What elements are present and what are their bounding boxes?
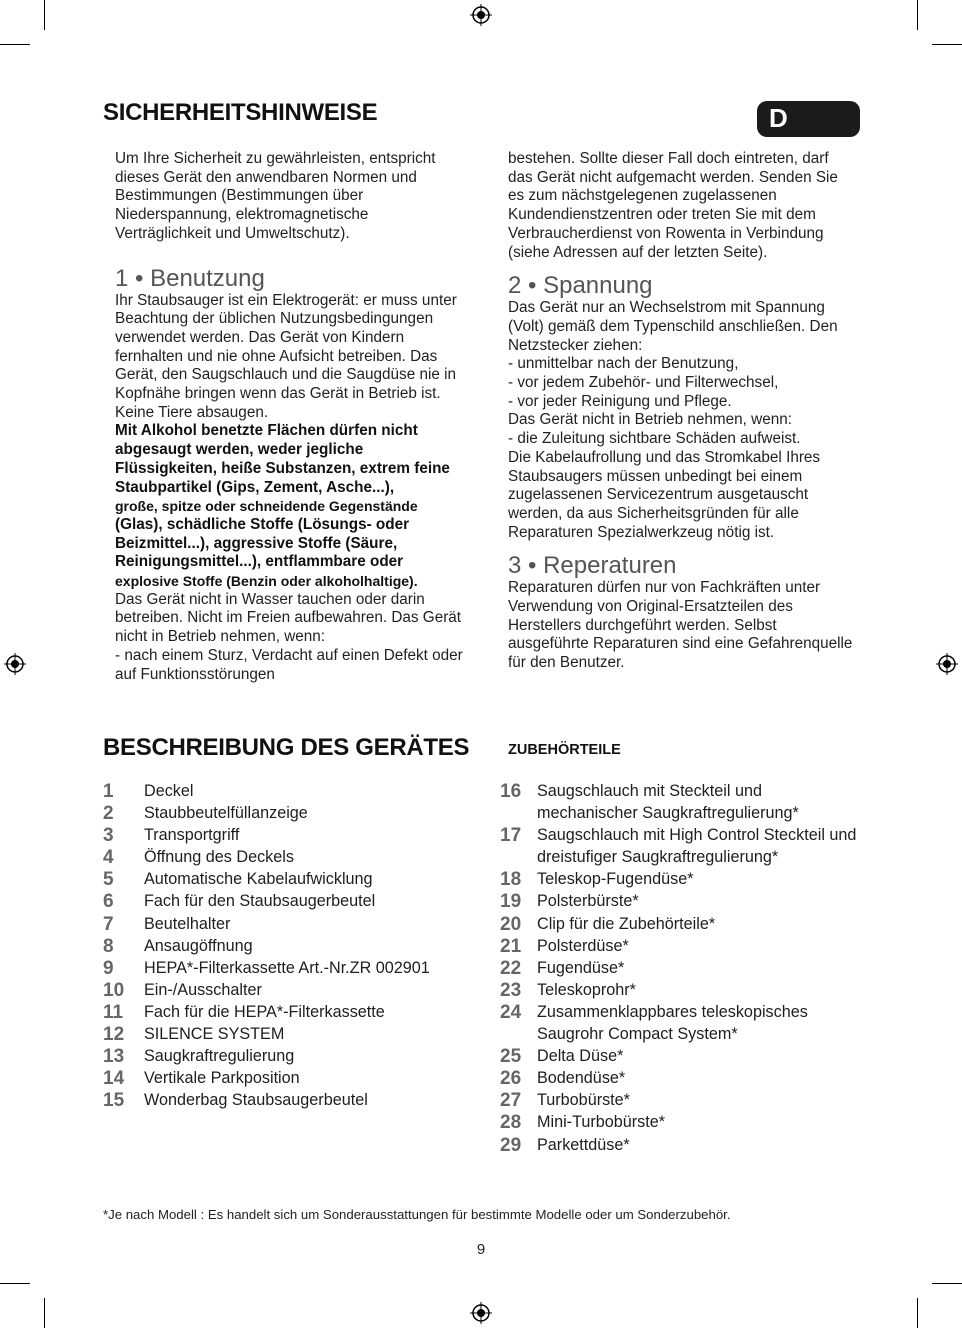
item-label: Wonderbag Staubsaugerbeutel <box>144 1091 368 1110</box>
list-item <box>500 780 862 824</box>
list-item <box>500 1067 862 1089</box>
item-number: 12 <box>103 1024 125 1046</box>
item-label: Teleskoprohr* <box>537 980 636 999</box>
item-number: 4 <box>103 847 114 869</box>
list-item <box>103 1045 483 1067</box>
item-number: 25 <box>500 1046 522 1068</box>
warning-text: explosive Stoffe (Benzin oder alkoholhaltige). <box>115 573 418 590</box>
item-number: 18 <box>500 869 522 891</box>
item-number: 19 <box>500 891 522 913</box>
parts-list <box>103 780 483 1111</box>
item-label: Vertikale Parkposition <box>144 1069 300 1088</box>
section-text-spannung: Das Gerät nicht in Betrieb nehmen, wenn: <box>508 411 792 429</box>
spannung-list-item: - unmittelbar nach der Benutzung, <box>508 355 739 373</box>
list-item <box>103 957 483 979</box>
item-number: 8 <box>103 935 114 957</box>
item-label: Zusammenklappbares teleskopisches Saugrohr Compact System* <box>537 1002 808 1044</box>
language-tab <box>757 101 860 137</box>
list-item <box>500 1089 862 1111</box>
list-item <box>103 802 483 824</box>
item-label: Deckel <box>144 782 194 800</box>
spannung-list-item: - vor jeder Reinigung und Pflege. <box>508 392 732 410</box>
list-item <box>103 1067 483 1089</box>
item-label: Polsterdüse* <box>537 936 629 955</box>
crop-mark <box>0 44 30 45</box>
item-label: Mini-Turbobürste* <box>537 1113 666 1132</box>
list-item <box>103 935 483 957</box>
item-label: Beutelhalter <box>144 914 231 933</box>
item-number: 22 <box>500 957 522 979</box>
item-label: Polsterbürste* <box>537 892 639 911</box>
accessories-list <box>500 780 862 1156</box>
list-item <box>103 1023 483 1045</box>
registration-mark-icon <box>470 1302 492 1324</box>
item-label: Ein-/Ausschalter <box>144 980 262 999</box>
list-item <box>103 868 483 890</box>
warning-text: große, spitze oder schneidende Gegenstände <box>115 498 418 515</box>
warning-text: (Glas), schädliche Stoffe (Lösungs- oder Beizmittel...), aggressive Stoffe (Säure, Reinigungsmittel...), entflammbare oder <box>115 515 410 571</box>
spannung-list-item: - vor jedem Zubehör- und Filterwechsel, <box>508 374 779 392</box>
section-title-spannung: 2 • Spannung <box>508 272 653 300</box>
list-item <box>500 824 862 868</box>
list-item <box>500 1045 862 1067</box>
crop-mark <box>917 1298 918 1328</box>
item-label: Saugschlauch mit High Control Steckteil und dreistufiger Saugkraftregulierung* <box>537 826 857 867</box>
item-label: Fugendüse* <box>537 958 625 977</box>
item-label: Teleskop-Fugendüse* <box>537 870 694 889</box>
item-number: 10 <box>103 979 125 1001</box>
language-tab-label: D <box>769 103 788 133</box>
item-label: HEPA*-Filterkassette Art.-Nr.ZR 002901 <box>144 958 430 977</box>
list-item <box>500 935 862 957</box>
item-number: 15 <box>103 1090 125 1112</box>
item-number: 16 <box>500 781 522 802</box>
registration-mark-icon <box>4 653 26 675</box>
item-number: 1 <box>103 781 114 802</box>
item-label: Öffnung des Deckels <box>144 848 294 867</box>
section-text-spannung: - die Zuleitung sichtbare Schäden aufweist. <box>508 430 801 448</box>
description-title: BESCHREIBUNG DES GERÄTES <box>103 734 470 761</box>
item-number: 29 <box>500 1134 522 1156</box>
item-label: Saugkraftregulierung <box>144 1047 295 1066</box>
crop-mark <box>932 1283 962 1284</box>
safety-left-column <box>115 150 467 684</box>
item-label: SILENCE SYSTEM <box>144 1025 285 1044</box>
item-number: 23 <box>500 979 522 1001</box>
footnote: *Je nach Modell : Es handelt sich um Sonderausstattungen für bestimmte Modelle oder um Sonderzubehör. <box>103 1207 731 1222</box>
warning-text: Mit Alkohol benetzte Flächen dürfen nicht abgesaugt werden, weder jegliche Flüssigkeiten, heiße Substanzen, extrem feine Staubpartikel (Gips, Zement, Asche...), <box>115 422 450 496</box>
list-item <box>103 979 483 1001</box>
crop-mark <box>44 1298 45 1328</box>
list-item <box>103 1089 483 1111</box>
item-label: Fach für den Staubsaugerbeutel <box>144 892 376 911</box>
page-number: 9 <box>476 1241 486 1258</box>
item-label: Saugschlauch mit Steckteil und mechanischer Saugkraftregulierung* <box>537 782 799 823</box>
page-title: SICHERHEITSHINWEISE <box>103 99 378 126</box>
item-label: Transportgriff <box>144 826 240 845</box>
list-item <box>103 1001 483 1023</box>
item-label: Automatische Kabelaufwicklung <box>144 870 373 889</box>
section-text-spannung: Die Kabelaufrollung und das Stromkabel Ihres Staubsaugers müssen unbedingt bei einem zugelassenen Servicezentrum ausgetauscht werden, da aus Sicherheitsgründen für alle Reparaturen Spezialwerkzeug nötig ist. <box>508 448 821 541</box>
item-label: Delta Düse* <box>537 1047 624 1066</box>
section-title-reperaturen: 3 • Reperaturen <box>508 552 677 580</box>
crop-mark <box>44 0 45 30</box>
section-text-benutzung: - nach einem Sturz, Verdacht auf einen Defekt oder auf Funktionsstörungen <box>115 646 463 683</box>
item-number: 27 <box>500 1090 522 1112</box>
registration-mark-icon <box>470 4 492 26</box>
item-label: Parkettdüse* <box>537 1135 630 1154</box>
item-label: Fach für die HEPA*-Filterkassette <box>144 1002 385 1021</box>
section-text-benutzung: Das Gerät nicht in Wasser tauchen oder darin betreiben. Nicht im Freien aufbewahren. Das Gerät nicht in Betrieb nehmen, wenn: <box>115 590 462 646</box>
item-label: Staubbeutelfüllanzeige <box>144 804 308 823</box>
item-number: 5 <box>103 869 114 891</box>
item-number: 3 <box>103 825 114 847</box>
crop-mark <box>932 44 962 45</box>
list-item <box>103 890 483 912</box>
item-number: 17 <box>500 825 522 847</box>
section-text-benutzung: Ihr Staubsauger ist ein Elektrogerät: er muss unter Beachtung der üblichen Nutzungsbedingungen verwendet werden. Das Gerät von Kindern fernhalten und nie ohne Aufsicht betreiben. Das Gerät, den Saugschlauch und die Saugdüse nie in Kopfnähe bringen wenn das Gerät in Betrieb ist. Keine Tiere absaugen. <box>115 291 457 421</box>
item-label: Clip für die Zubehörteile* <box>537 914 716 933</box>
item-number: 28 <box>500 1112 522 1134</box>
crop-mark <box>0 1283 30 1284</box>
list-item <box>500 1111 862 1133</box>
item-number: 11 <box>103 1001 124 1023</box>
list-item <box>103 780 483 802</box>
section-text-continued: bestehen. Sollte dieser Fall doch eintreten, darf das Gerät nicht aufgemacht werden. Senden Sie es zum nächstgelegenen zugelassenen Kundendienstzentren oder treten Sie mit dem Verbraucherdienst von Rowenta in Verbindung (siehe Adressen auf der letzten Seite). <box>508 150 838 261</box>
list-item <box>500 890 862 912</box>
item-number: 7 <box>103 913 114 935</box>
accessories-title: ZUBEHÖRTEILE <box>508 742 621 758</box>
item-number: 24 <box>500 1001 522 1023</box>
item-number: 6 <box>103 891 114 913</box>
crop-mark <box>917 0 918 30</box>
item-number: 9 <box>103 957 114 979</box>
list-item <box>500 1134 862 1156</box>
list-item <box>500 913 862 935</box>
safety-right-column <box>508 150 856 673</box>
list-item <box>500 868 862 890</box>
section-title-benutzung: 1 • Benutzung <box>115 264 265 292</box>
list-item <box>103 846 483 868</box>
list-item <box>500 1001 862 1045</box>
item-number: 13 <box>103 1046 125 1068</box>
item-label: Turbobürste* <box>537 1091 630 1110</box>
list-item <box>103 913 483 935</box>
safety-intro: Um Ihre Sicherheit zu gewährleisten, entspricht dieses Gerät den anwendbaren Normen und Bestimmungen (Bestimmungen über Niederspannung, elektromagnetische Verträglichkeit und Umweltschutz). <box>115 150 436 242</box>
item-number: 26 <box>500 1068 522 1090</box>
list-item <box>500 979 862 1001</box>
list-item <box>500 957 862 979</box>
item-number: 21 <box>500 935 522 957</box>
item-number: 2 <box>103 803 114 825</box>
item-number: 14 <box>103 1068 125 1090</box>
item-label: Bodendüse* <box>537 1069 626 1088</box>
list-item <box>103 824 483 846</box>
section-text-reperaturen: Reparaturen dürfen nur von Fachkräften unter Verwendung von Original-Ersatzteilen des Herstellers durchgeführt werden. Selbst ausgeführte Reparaturen sind eine Gefahrenquelle für den Benutzer. <box>508 579 853 672</box>
item-number: 20 <box>500 913 522 935</box>
item-label: Ansaugöffnung <box>144 936 253 955</box>
registration-mark-icon <box>936 653 958 675</box>
section-text-spannung: Das Gerät nur an Wechselstrom mit Spannung (Volt) gemäß dem Typenschild anschließen. Den Netzstecker ziehen: <box>508 299 838 354</box>
